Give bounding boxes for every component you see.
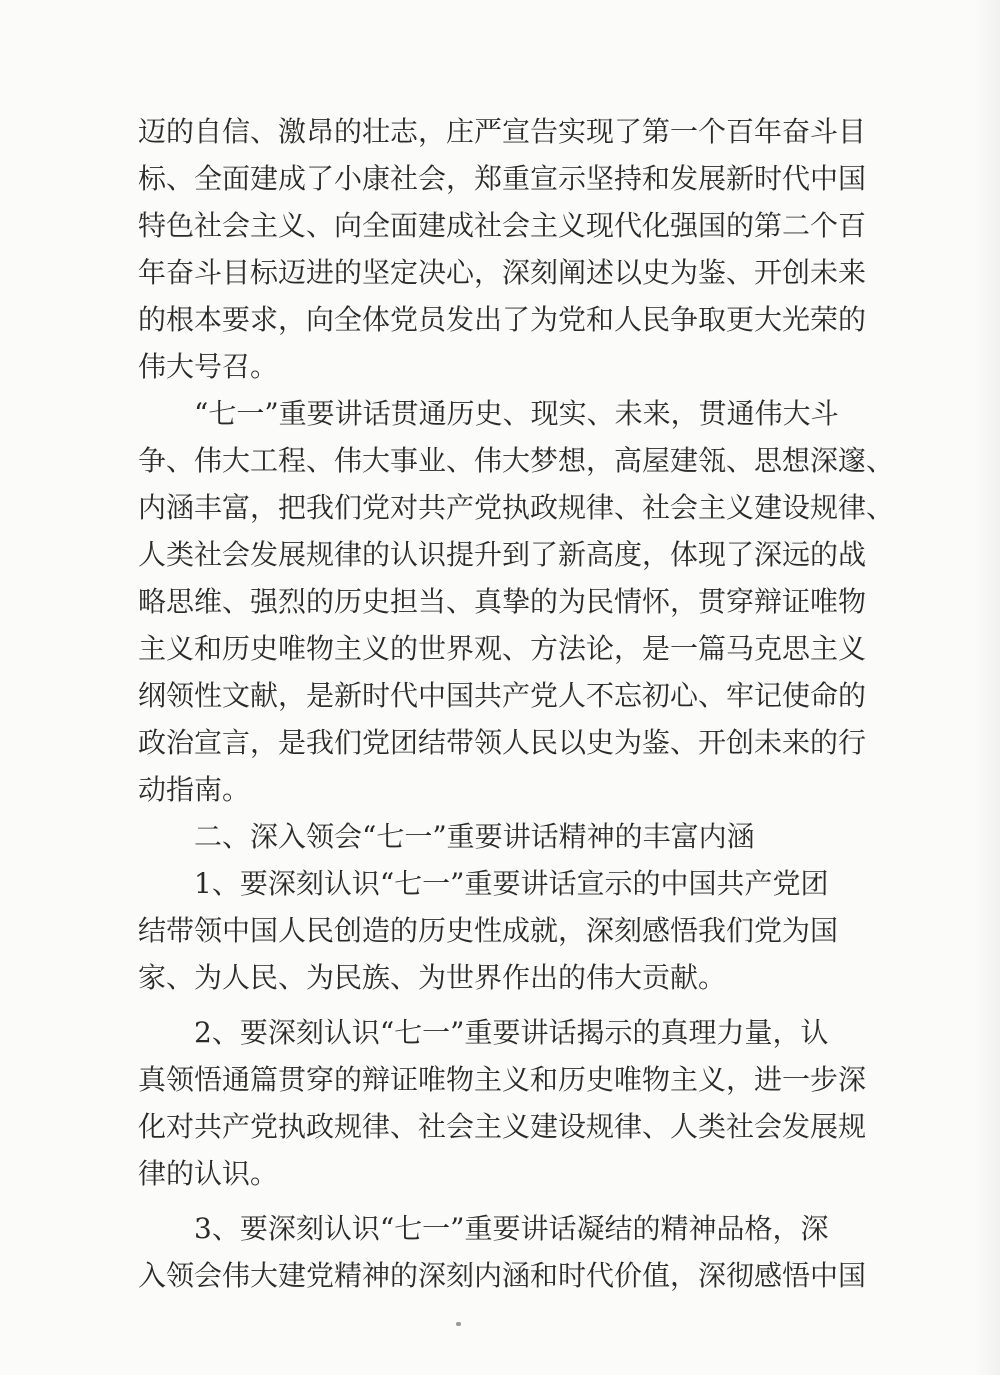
text-line: “七一”重要讲话贯通历史、现实、未来，贯通伟大斗 — [194, 397, 839, 430]
section-heading — [138, 813, 828, 860]
text-line: 3、要深刻认识“七一”重要讲话凝结的精神品格，深 — [194, 1212, 829, 1245]
text-line: 标、全面建成了小康社会，郑重宣示坚持和发展新时代中国 — [138, 162, 867, 195]
text-line: 2、要深刻认识“七一”重要讲话揭示的真理力量，认 — [194, 1016, 829, 1049]
text-line: 入领会伟大建党精神的深刻内涵和时代价值，深彻感悟中国 — [138, 1259, 867, 1292]
text-line: 政治宣言，是我们党团结带领人民以史为鉴、开创未来的行 — [138, 726, 867, 759]
text-line: 人类社会发展规律的认识提升到了新高度，体现了深远的战 — [138, 538, 867, 571]
paragraph-continuation — [138, 108, 867, 390]
text-line: 律的认识。 — [138, 1157, 279, 1190]
list-item-3 — [138, 1205, 867, 1299]
list-item-1 — [138, 860, 839, 1001]
page-edge-shadow — [974, 0, 1000, 1375]
text-line: 伟大号召。 — [138, 350, 279, 383]
text-line: 内涵丰富，把我们党对共产党执政规律、社会主义建设规律、 — [138, 491, 895, 524]
text-line: 年奋斗目标迈进的坚定决心，深刻阐述以史为鉴、开创未来 — [138, 256, 867, 289]
list-item-2 — [138, 1009, 867, 1197]
body-text — [138, 108, 895, 1299]
text-line: 迈的自信、激昂的壮志，庄严宣告实现了第一个百年奋斗目 — [138, 115, 867, 148]
text-line: 特色社会主义、向全面建成社会主义现代化强国的第二个百 — [138, 209, 867, 242]
text-line: 纲领性文献，是新时代中国共产党人不忘初心、牢记使命的 — [138, 679, 867, 712]
paragraph-gap — [138, 1001, 828, 1009]
section-heading-text: 二、深入领会“七一”重要讲话精神的丰富内涵 — [194, 820, 755, 853]
text-line: 1、要深刻认识“七一”重要讲话宣示的中国共产党团 — [194, 867, 829, 900]
text-line: 真领悟通篇贯穿的辩证唯物主义和历史唯物主义，进一步深 — [138, 1063, 867, 1096]
text-line: 略思维、强烈的历史担当、真挚的为民情怀，贯穿辩证唯物 — [138, 585, 867, 618]
text-line: 家、为人民、为民族、为世界作出的伟大贡献。 — [138, 961, 727, 994]
text-line: 化对共产党执政规律、社会主义建设规律、人类社会发展规 — [138, 1110, 867, 1143]
paragraph-speech-significance — [138, 390, 895, 813]
text-line: 结带领中国人民创造的历史性成就，深刻感悟我们党为国 — [138, 914, 839, 947]
paragraph-gap — [138, 1197, 828, 1205]
text-line: 的根本要求，向全体党员发出了为党和人民争取更大光荣的 — [138, 303, 867, 336]
text-line: 主义和历史唯物主义的世界观、方法论，是一篇马克思主义 — [138, 632, 867, 665]
scan-speck — [456, 1322, 461, 1326]
text-line: 动指南。 — [138, 773, 251, 806]
text-line: 争、伟大工程、伟大事业、伟大梦想，高屋建瓴、思想深邃、 — [138, 444, 895, 477]
